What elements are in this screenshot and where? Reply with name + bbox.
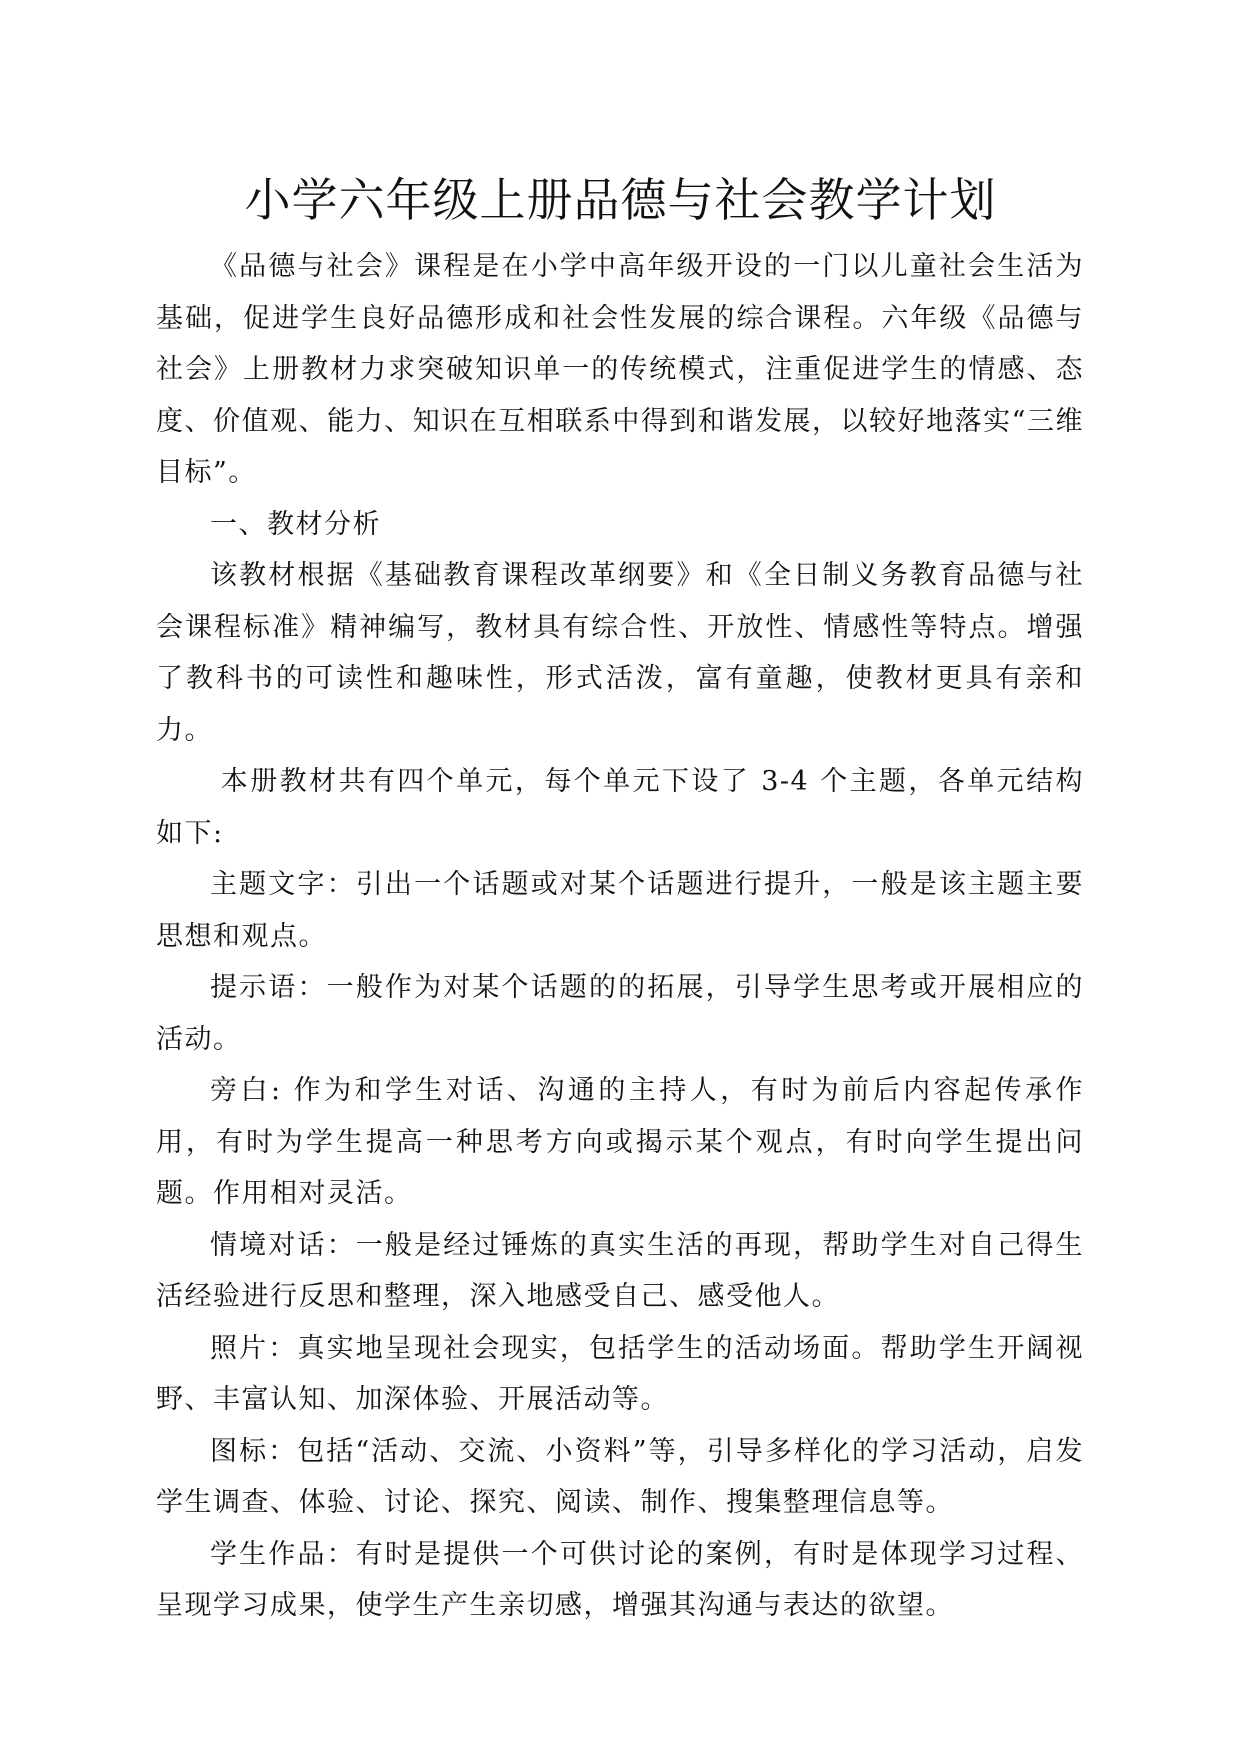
paragraph-photos: 照片：真实地呈现社会现实，包括学生的活动场面。帮助学生开阔视野、丰富认知、加深体验、开展活动等。 <box>156 1332 1084 1415</box>
paragraph-theme-text: 主题文字：引出一个话题或对某个话题进行提升，一般是该主题主要思想和观点。 <box>156 869 1084 952</box>
section-heading-textbook-analysis: 一、教材分析 <box>210 508 381 540</box>
paragraph-units-structure: 本册教材共有四个单元，每个单元下设了 3-4 个主题，各单元结构如下: <box>156 766 1084 849</box>
paragraph-icons: 图标：包括“活动、交流、小资料”等，引导多样化的学习活动，启发学生调查、体验、讨论、探究、阅读、制作、搜集整理信息等。 <box>156 1435 1084 1518</box>
page-title: 小学六年级上册品德与社会教学计划 <box>244 173 997 227</box>
paragraph-prompt: 提示语：一般作为对某个话题的的拓展，引导学生思考或开展相应的活动。 <box>156 972 1084 1055</box>
paragraph-textbook-basis: 该教材根据《基础教育课程改革纲要》和《全日制义务教育品德与社会课程标准》精神编写，教材具有综合性、开放性、情感性等特点。增强了教科书的可读性和趣味性，形式活泼，富有童趣，使教材更具有亲和力。 <box>156 560 1084 746</box>
paragraph-student-works: 学生作品：有时是提供一个可供讨论的案例，有时是体现学习过程、呈现学习成果，使学生产生亲切感，增强其沟通与表达的欲望。 <box>156 1538 1084 1621</box>
paragraph-scenario-dialogue: 情境对话：一般是经过锤炼的真实生活的再现，帮助学生对自己得生活经验进行反思和整理，深入地感受自己、感受他人。 <box>156 1229 1084 1312</box>
paragraph-intro: 《品德与社会》课程是在小学中高年级开设的一门以儿童社会生活为基础，促进学生良好品德形成和社会性发展的综合课程。六年级《品德与社会》上册教材力求突破知识单一的传统模式，注重促进学生的情感、态度、价值观、能力、知识在互相联系中得到和谐发展，以较好地落实“三维目标”。 <box>156 251 1084 488</box>
paragraph-narration: 旁白: 作为和学生对话、沟通的主持人，有时为前后内容起传承作用，有时为学生提高一种思考方向或揭示某个观点，有时向学生提出问题。作用相对灵活。 <box>156 1075 1084 1209</box>
document-body <box>156 241 1084 1632</box>
